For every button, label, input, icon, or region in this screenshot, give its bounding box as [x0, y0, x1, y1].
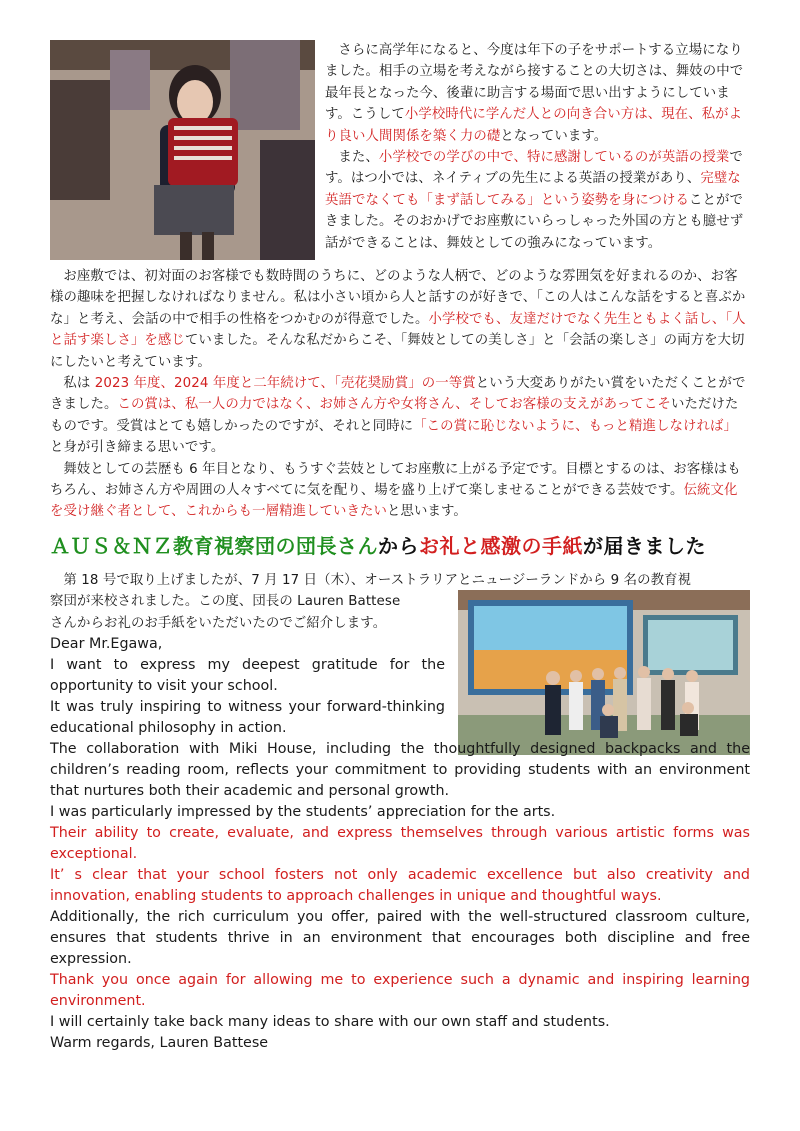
letter-section	[50, 570, 750, 1054]
letter-signoff: Warm regards, Lauren Battese	[50, 1035, 269, 1052]
letter-line-5: Their ability to create, evaluate, and express themselves through various artistic forms was exceptional.	[50, 825, 750, 863]
letter-line-4: I was particularly impressed by the students’ appreciation for the arts.	[50, 804, 556, 821]
letter-line-6: It’ s clear that your school fosters not only academic excellence but also creativity and innovation, enabling students to approach challenges in unique and thoughtful ways.	[50, 867, 750, 905]
letter-line-3: The collaboration with Miki House, including the thoughtfully designed backpacks and the children’s reading room, reflects your commitment to providing students with an environment that nurtures both their academic and personal growth.	[50, 741, 750, 800]
letter-line-2: It was truly inspiring to witness your forward-thinking educational philosophy in action.	[50, 699, 445, 737]
letter-salutation: Dear Mr.Egawa,	[50, 636, 163, 653]
intro-text-block	[325, 40, 750, 254]
section-heading: ＡＵＳ＆ＮＺ教育視察団の団長さんからお礼と感激の手紙が届きました	[50, 534, 706, 558]
body-paragraph-4: 私は 2023 年度、2024 年度と二年続けて、「売花奨励賞」の一等賞という大変ありがたい賞をいただくことができました。この賞は、私一人の力ではなく、お姉さん方や女将さん、そしてお客様の支えがあってこそいただけたものです。受賞はとても嬉しかったのですが、それと同時に「この賞に恥じないように、もっと精進しなければ」と身が引き締まる思いです。	[50, 376, 746, 456]
letter-line-1: I want to express my deepest gratitude for the opportunity to visit your school.	[50, 657, 445, 695]
letter-intro-line-2: 察団が来校されました。この度、団長の Lauren Battese	[50, 594, 401, 610]
photo-illustration	[50, 40, 315, 260]
letter-intro-line-3: さんからお礼のお手紙をいただいたのでご紹介します。	[50, 615, 387, 631]
intro-paragraph-1: さらに高学年になると、今度は年下の子をサポートする立場になりました。相手の立場を考えながら接することの大切さは、舞妓の中で最年長となった今、後輩に助言する場面で思い出すようにしています。こうして小学校時代に学んだ人との向き合い方は、現在、私がより良い人間関係を築く力の礎となっています。	[325, 43, 744, 144]
letter-line-9: I will certainly take back many ideas to share with our own staff and students.	[50, 1014, 610, 1031]
body-text-block	[50, 266, 750, 523]
student-accordion-photo	[50, 40, 315, 260]
intro-paragraph-2: また、小学校での学びの中で、特に感謝しているのが英語の授業です。はつ小では、ネイティブの先生による英語の授業があり、完璧な英語でなくても「まず話してみる」という姿勢を身につけることができました。そのおかげでお座敷にいらっしゃった外国の方とも臆せず話ができることは、舞妓としての強みになっています。	[325, 150, 744, 251]
body-paragraph-5: 舞妓としての芸歴も 6 年目となり、もうすぐ芸妓としてお座敷に上がる予定です。目標とするのは、お客様はもちろん、お姉さん方や周囲の人々すべてに気を配り、場を盛り上げて楽しませることができる芸妓です。伝統文化を受け継ぐ者として、これからも一層精進していきたいと思います。	[50, 461, 741, 520]
letter-intro-line-1: 第 18 号で取り上げましたが、7 月 17 日（木）、オーストラリアとニュージーランドから 9 名の教育視	[63, 573, 692, 588]
letter-line-8: Thank you once again for allowing me to experience such a dynamic and inspiring learning environment.	[50, 972, 750, 1010]
body-paragraph-3: お座敷では、初対面のお客様でも数時間のうちに、どのような人柄で、どのような雰囲気を好まれるのか、お客様の趣味を把握しなければなりません。私は小さい頃から人と話すのが好きで、「この人はこんな話をすると喜ぶかな」と考え、会話の中で相手の性格をつかむのが得意でした。小学校でも、友達だけでなく先生ともよく話し、「人と話す楽しさ」を感じていました。そんな私だからこそ、「舞妓としての美しさ」と「会話の楽しさ」の両方を大切にしたいと考えています。	[50, 269, 746, 370]
letter-line-7: Additionally, the rich curriculum you offer, paired with the well-structured classroom culture, ensures that students thrive in an environment that encourages both discipline and free expression.	[50, 909, 750, 968]
